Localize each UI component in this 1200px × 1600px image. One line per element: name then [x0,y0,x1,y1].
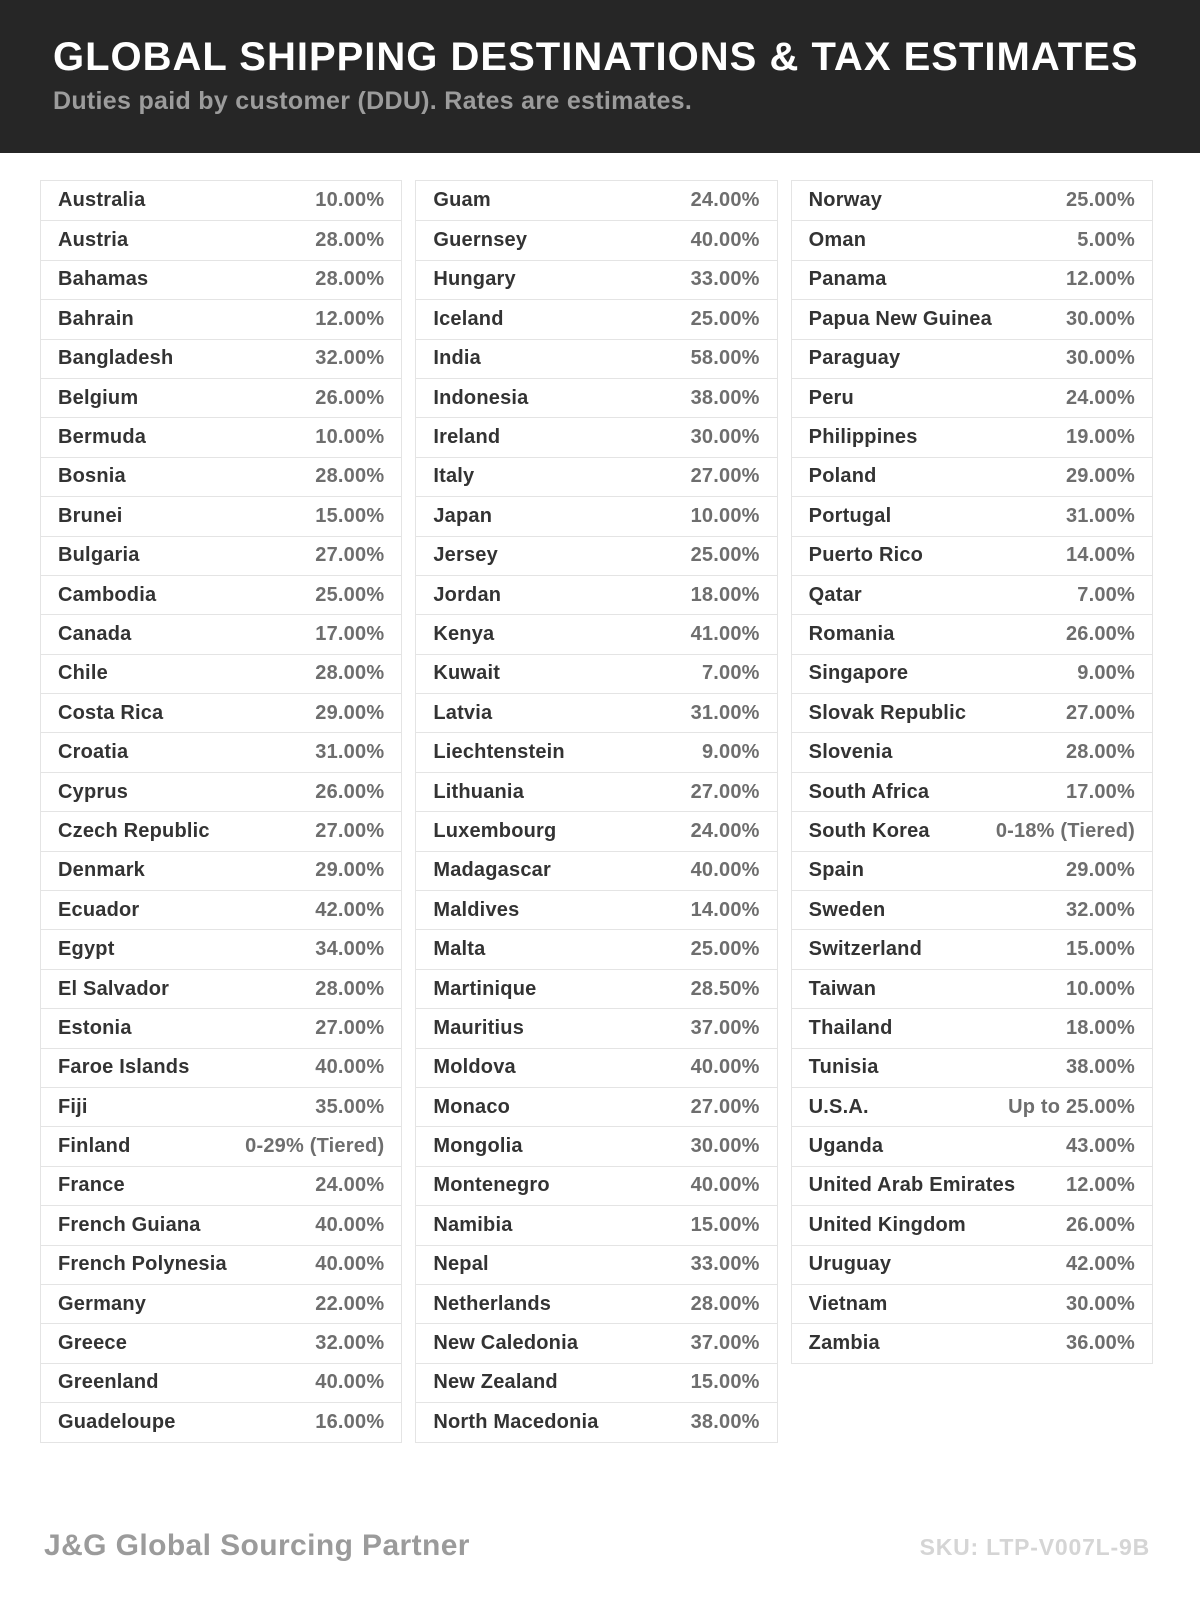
country-cell: Bahamas [58,268,149,291]
rate-cell: 10.00% [315,189,385,212]
rate-cell: 28.50% [690,977,760,1000]
country-cell: Vietnam [808,1292,888,1315]
rate-cell: 7.00% [701,662,760,685]
country-cell: Norway [808,189,883,212]
country-cell: Moldova [433,1056,516,1079]
country-cell: New Zealand [433,1371,558,1394]
country-cell: Czech Republic [58,819,210,842]
table-row [41,1245,401,1284]
rate-cell: 30.00% [1065,307,1135,330]
country-cell: Greenland [58,1371,159,1394]
rates-column-1 [40,180,402,1443]
table-row [792,811,1152,850]
rate-cell: 27.00% [1065,701,1135,724]
table-row [416,732,776,771]
country-cell: Denmark [58,859,145,882]
table-row [416,929,776,968]
table-row [41,417,401,456]
country-cell: Romania [808,622,895,645]
country-cell: Tunisia [808,1056,879,1079]
table-row [792,1245,1152,1284]
rate-cell: 25.00% [690,938,760,961]
country-cell: Liechtenstein [433,741,565,764]
country-cell: U.S.A. [808,1095,869,1118]
rate-cell: 17.00% [315,622,385,645]
table-row [41,969,401,1008]
table-row [41,378,401,417]
table-row [416,457,776,496]
country-cell: Luxembourg [433,819,557,842]
country-cell: Germany [58,1292,147,1315]
table-row [792,1126,1152,1165]
table-row [41,1126,401,1165]
rate-cell: 10.00% [315,426,385,449]
country-cell: Austria [58,229,129,252]
country-cell: El Salvador [58,977,170,1000]
table-row [792,417,1152,456]
country-cell: Bermuda [58,426,147,449]
table-row [792,890,1152,929]
country-cell: Lithuania [433,780,525,803]
table-row [416,575,776,614]
table-row [416,339,776,378]
rate-cell: 25.00% [690,307,760,330]
country-cell: Belgium [58,386,139,409]
rate-cell: 58.00% [690,347,760,370]
table-row [416,1323,776,1362]
table-row [41,1166,401,1205]
country-cell: Monaco [433,1095,511,1118]
rate-cell: 10.00% [690,504,760,527]
country-cell: Finland [58,1135,131,1158]
rate-cell: 28.00% [1065,741,1135,764]
country-cell: Mauritius [433,1016,525,1039]
country-cell: Mongolia [433,1135,523,1158]
table-row [41,929,401,968]
rate-cell: 29.00% [1065,859,1135,882]
table-row [792,772,1152,811]
table-row [416,654,776,693]
table-row [41,220,401,259]
rate-cell: Up to 25.00% [1008,1095,1135,1118]
rate-cell: 18.00% [690,583,760,606]
country-cell: Portugal [808,504,892,527]
table-row [416,1284,776,1323]
table-row [416,772,776,811]
rate-cell: 40.00% [690,1056,760,1079]
country-cell: Montenegro [433,1174,550,1197]
rate-cell: 33.00% [690,1253,760,1276]
table-row [416,969,776,1008]
rate-cell: 28.00% [315,268,385,291]
country-cell: Costa Rica [58,701,164,724]
country-cell: Australia [58,189,146,212]
country-cell: Hungary [433,268,516,291]
table-row [416,1126,776,1165]
table-row [792,496,1152,535]
table-row [792,851,1152,890]
country-cell: Panama [808,268,887,291]
table-row [792,929,1152,968]
rate-cell: 36.00% [1065,1332,1135,1355]
rate-cell: 22.00% [315,1292,385,1315]
table-row [792,654,1152,693]
rate-cell: 14.00% [1065,544,1135,567]
country-cell: Italy [433,465,475,488]
table-row [416,220,776,259]
country-cell: Croatia [58,741,129,764]
rate-cell: 30.00% [690,426,760,449]
rate-cell: 40.00% [690,229,760,252]
table-row [41,1008,401,1047]
table-row [41,1087,401,1126]
rate-cell: 32.00% [315,347,385,370]
table-row [41,811,401,850]
country-cell: Bahrain [58,307,134,330]
rate-cell: 38.00% [690,386,760,409]
rate-cell: 27.00% [315,1016,385,1039]
table-row [416,181,776,220]
rate-cell: 40.00% [690,1174,760,1197]
country-cell: North Macedonia [433,1410,599,1433]
rate-cell: 40.00% [315,1253,385,1276]
footer [44,1529,1150,1563]
table-row [792,1205,1152,1244]
page-subtitle: Duties paid by customer (DDU). Rates are estimates. [53,87,693,115]
table-row [41,260,401,299]
country-cell: Singapore [808,662,909,685]
rate-cell: 32.00% [1065,898,1135,921]
country-cell: Egypt [58,938,115,961]
rate-cell: 28.00% [315,662,385,685]
table-row [416,1166,776,1205]
rate-cell: 26.00% [315,386,385,409]
table-row [416,417,776,456]
rate-cell: 24.00% [690,819,760,842]
rate-cell: 30.00% [690,1135,760,1158]
table-row [416,378,776,417]
table-row [41,181,401,220]
country-cell: United Arab Emirates [808,1174,1016,1197]
country-cell: Philippines [808,426,918,449]
country-cell: Slovak Republic [808,701,967,724]
table-row [41,299,401,338]
country-cell: Japan [433,504,493,527]
country-cell: Martinique [433,977,537,1000]
page-title: GLOBAL SHIPPING DESTINATIONS & TAX ESTIMATES [53,35,1139,79]
rate-cell: 24.00% [690,189,760,212]
table-row [416,811,776,850]
table-row [416,851,776,890]
country-cell: Jordan [433,583,502,606]
country-cell: Jersey [433,544,498,567]
table-row [41,536,401,575]
rate-cell: 9.00% [701,741,760,764]
rate-cell: 28.00% [315,465,385,488]
country-cell: Kenya [433,622,495,645]
rate-cell: 27.00% [315,544,385,567]
rate-cell: 27.00% [690,780,760,803]
country-cell: Canada [58,622,132,645]
header-banner [0,0,1200,153]
rates-column-3 [791,180,1153,1364]
rate-cell: 28.00% [315,229,385,252]
table-row [41,890,401,929]
rate-cell: 5.00% [1077,229,1135,252]
country-cell: Faroe Islands [58,1056,190,1079]
rate-cell: 0-18% (Tiered) [995,819,1135,842]
country-cell: Guam [433,189,491,212]
sku-label: SKU: LTP-V007L-9B [919,1533,1150,1560]
table-row [416,1008,776,1047]
country-cell: Peru [808,386,854,409]
country-cell: South Korea [808,819,930,842]
table-row [41,1284,401,1323]
country-cell: Switzerland [808,938,922,961]
rate-cell: 9.00% [1077,662,1135,685]
country-cell: Maldives [433,898,520,921]
country-cell: Cyprus [58,780,129,803]
rate-cell: 29.00% [315,859,385,882]
table-row [41,1205,401,1244]
table-row [416,1245,776,1284]
rate-cell: 27.00% [690,1095,760,1118]
table-row [416,260,776,299]
country-cell: Netherlands [433,1292,552,1315]
rates-table [40,180,1153,1443]
rate-cell: 34.00% [315,938,385,961]
table-row [41,1363,401,1402]
country-cell: Madagascar [433,859,551,882]
rate-cell: 31.00% [315,741,385,764]
rate-cell: 32.00% [315,1332,385,1355]
country-cell: Greece [58,1332,128,1355]
rate-cell: 24.00% [1065,386,1135,409]
country-cell: Namibia [433,1213,513,1236]
table-row [41,732,401,771]
country-cell: Latvia [433,701,493,724]
table-row [792,1087,1152,1126]
country-cell: Iceland [433,307,504,330]
rate-cell: 40.00% [315,1371,385,1394]
country-cell: Uganda [808,1135,884,1158]
table-row [792,299,1152,338]
country-cell: France [58,1174,125,1197]
rate-cell: 37.00% [690,1332,760,1355]
country-cell: Zambia [808,1332,880,1355]
rate-cell: 31.00% [690,701,760,724]
table-row [41,1048,401,1087]
table-row [792,457,1152,496]
country-cell: Fiji [58,1095,88,1118]
rates-column-2 [415,180,777,1443]
country-cell: Guernsey [433,229,528,252]
table-row [41,1323,401,1362]
table-row [792,181,1152,220]
table-row [792,1323,1152,1362]
table-row [416,693,776,732]
table-row [416,1363,776,1402]
country-cell: Taiwan [808,977,877,1000]
country-cell: Ireland [433,426,501,449]
table-row [416,1402,776,1441]
country-cell: Cambodia [58,583,157,606]
rate-cell: 35.00% [315,1095,385,1118]
country-cell: French Polynesia [58,1253,227,1276]
rate-cell: 24.00% [315,1174,385,1197]
table-row [792,969,1152,1008]
table-row [41,654,401,693]
table-row [41,575,401,614]
rate-cell: 40.00% [690,859,760,882]
country-cell: Ecuador [58,898,140,921]
table-row [416,890,776,929]
rate-cell: 43.00% [1065,1135,1135,1158]
country-cell: India [433,347,481,370]
rate-cell: 30.00% [1065,347,1135,370]
table-row [41,339,401,378]
rate-cell: 0-29% (Tiered) [245,1135,385,1158]
rate-cell: 29.00% [1065,465,1135,488]
rate-cell: 40.00% [315,1213,385,1236]
country-cell: Nepal [433,1253,489,1276]
table-row [792,1048,1152,1087]
country-cell: Bangladesh [58,347,174,370]
table-row [792,536,1152,575]
table-row [792,1008,1152,1047]
rate-cell: 10.00% [1065,977,1135,1000]
country-cell: Uruguay [808,1253,892,1276]
rate-cell: 27.00% [690,465,760,488]
country-cell: New Caledonia [433,1332,579,1355]
rate-cell: 15.00% [1065,938,1135,961]
rate-cell: 26.00% [1065,622,1135,645]
table-row [792,693,1152,732]
rate-cell: 40.00% [315,1056,385,1079]
table-row [416,496,776,535]
rate-cell: 25.00% [1065,189,1135,212]
rate-cell: 15.00% [690,1371,760,1394]
rate-cell: 27.00% [315,819,385,842]
country-cell: Spain [808,859,865,882]
rate-cell: 7.00% [1077,583,1135,606]
country-cell: Puerto Rico [808,544,924,567]
country-cell: Thailand [808,1016,893,1039]
rate-cell: 42.00% [315,898,385,921]
country-cell: Chile [58,662,108,685]
table-row [41,614,401,653]
table-row [41,851,401,890]
country-cell: Indonesia [433,386,529,409]
rate-cell: 41.00% [690,622,760,645]
table-row [416,614,776,653]
table-row [416,1087,776,1126]
rate-cell: 17.00% [1065,780,1135,803]
table-row [792,260,1152,299]
country-cell: Papua New Guinea [808,307,992,330]
rate-cell: 37.00% [690,1016,760,1039]
table-row [792,732,1152,771]
rate-cell: 31.00% [1065,504,1135,527]
country-cell: Estonia [58,1016,132,1039]
table-row [416,536,776,575]
country-cell: Poland [808,465,877,488]
rate-cell: 12.00% [1065,1174,1135,1197]
country-cell: Oman [808,229,867,252]
country-cell: Guadeloupe [58,1410,176,1433]
country-cell: Malta [433,938,486,961]
country-cell: Sweden [808,898,886,921]
rate-cell: 14.00% [690,898,760,921]
table-row [792,1166,1152,1205]
rate-cell: 29.00% [315,701,385,724]
table-row [792,339,1152,378]
table-row [792,1284,1152,1323]
table-row [792,575,1152,614]
country-cell: Bosnia [58,465,126,488]
rate-cell: 12.00% [315,307,385,330]
country-cell: United Kingdom [808,1213,966,1236]
table-row [792,378,1152,417]
country-cell: Kuwait [433,662,501,685]
rate-cell: 38.00% [690,1410,760,1433]
rate-cell: 30.00% [1065,1292,1135,1315]
rate-cell: 15.00% [690,1213,760,1236]
table-row [41,1402,401,1441]
rate-cell: 12.00% [1065,268,1135,291]
rate-cell: 25.00% [315,583,385,606]
rate-cell: 26.00% [1065,1213,1135,1236]
rate-cell: 42.00% [1065,1253,1135,1276]
table-row [41,496,401,535]
rate-cell: 38.00% [1065,1056,1135,1079]
rate-cell: 26.00% [315,780,385,803]
table-row [416,1048,776,1087]
table-row [41,693,401,732]
table-row [416,1205,776,1244]
country-cell: Slovenia [808,741,893,764]
country-cell: South Africa [808,780,930,803]
rate-cell: 25.00% [690,544,760,567]
table-row [41,772,401,811]
country-cell: Bulgaria [58,544,140,567]
country-cell: Brunei [58,504,123,527]
rate-cell: 19.00% [1065,426,1135,449]
rate-cell: 28.00% [690,1292,760,1315]
rate-cell: 16.00% [315,1410,385,1433]
brand-name: J&G Global Sourcing Partner [44,1528,470,1562]
table-row [416,299,776,338]
rate-cell: 33.00% [690,268,760,291]
rate-cell: 18.00% [1065,1016,1135,1039]
table-row [792,220,1152,259]
rate-cell: 15.00% [315,504,385,527]
table-row [792,614,1152,653]
table-row [41,457,401,496]
country-cell: Qatar [808,583,862,606]
rate-cell: 28.00% [315,977,385,1000]
country-cell: French Guiana [58,1213,201,1236]
country-cell: Paraguay [808,347,901,370]
